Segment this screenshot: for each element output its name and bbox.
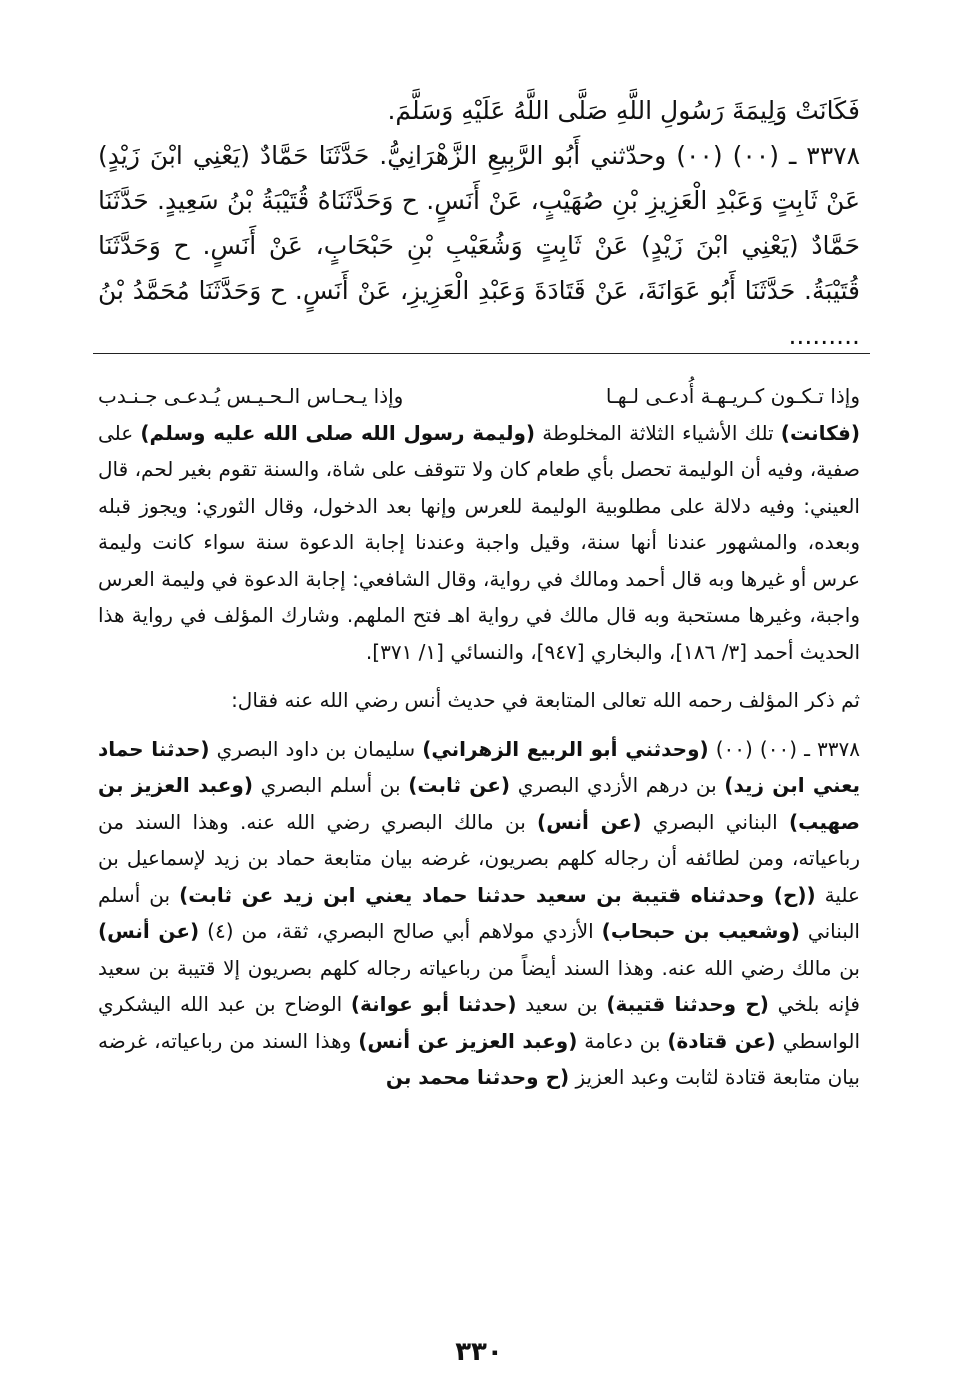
section-divider (93, 353, 870, 354)
bold-term: (عن ثابت) (408, 773, 511, 797)
bold-term: (عن قتادة) (667, 1028, 776, 1053)
hadith-isnad: وحدّثني أَبُو الرَّبِيعِ الزَّهْرَانِيُّ. حَدَّثَنَا حَمَّادٌ (يَعْنِي ابْنَ زَيْدٍ) عَنْ ثَابِتٍ وَعَبْدِ الْعَزِيزِ بْنِ صُهَيْبٍ، عَنْ أَنَسٍ. ح وَحَدَّثَنَاهُ قُتَيْبَةُ بْنُ سَعِيدٍ. حَدَّثَنَا حَمَّادٌ (يَعْنِي ابْنَ زَيْدٍ) عَنْ ثَابِتٍ وَشُعَيْبِ بْنِ حَبْحَابٍ، عَنْ أَنَسٍ. ح وَحَدَّثَنَا قُتَيْبَةُ. حَدَّثَنَا أَبُو عَوَانَةَ، عَنْ قَتَادَةَ وَعَبْدِ الْعَزِيزِ، عَنْ أَنَسٍ. ح وَحَدَّثَنَا مُحَمَّدُ بْنُ ......... (98, 141, 860, 350)
commentary-text: بن دعامة (577, 1028, 668, 1053)
page-number: ٣٣٠ (455, 1337, 503, 1367)
commentary-text: بن مالك رضي الله عنه. وهذا السند أيضاً من رباعياته رجاله كلهم بصريون إلا قتيبة بن سعيد فإنه بلخي (98, 955, 860, 1016)
commentary-text: سليمان بن داود البصري (209, 736, 423, 761)
bold-term: (ح وحدثنا قتيبة) (606, 992, 769, 1016)
bold-term: (وعبد العزيز عن أنس) (358, 1028, 578, 1053)
commentary-text: تلك الأشياء الثلاثة المخلوطة (535, 420, 781, 445)
commentary-text: البناني البصري (641, 809, 789, 834)
bold-term: ((ح) وحدثناه قتيبة بن سعيد حدثنا حماد يعني ابن زيد عن ثابت) (179, 882, 816, 907)
commentary-block (98, 378, 860, 1096)
bold-term: (فكانت) (780, 420, 860, 445)
commentary-text: بن درهم الأزدي البصري (510, 773, 725, 797)
commentary-text: بن أسلم البصري (252, 773, 409, 797)
commentary-paragraph-2: ثم ذكر المؤلف رحمه الله تعالى المتابعة في حديث أنس رضي الله عنه فقال: (231, 688, 860, 712)
commentary-text: على صفية، وفيه أن الوليمة تحصل بأي طعام كان ولا تتوقف على شاة، والسنة تقوم بغير لحم، قال العيني: وفيه دلالة على مطلوبية الوليمة للعرس وإنها بعد الدخول، وقال الثوري: ويجوز قبله وبعده، والمشهور عندنا أنها سنة، وقيل واجبة وعندنا إجابة الدعوة سنة سواء كانت وليمة عرس أو غيرها وبه قال أحمد ومالك في رواية، وقال الشافعي: إجابة الدعوة في وليمة العرس واجبة، وغيرها مستحبة وبه قال مالك في رواية اهـ فتح الملهم. وشارك المؤلف في رواية هذا الحديث أحمد [٣/ ١٨٦]، والبخاري [٩٤٧]، والنسائي [١/ ٣٧١]. (98, 420, 860, 664)
book-page (98, 60, 861, 1367)
verse-second-hemistich: وإذا يـحـاس الـحـيـس يُـدعـى جـنـدب (98, 384, 404, 408)
commentary-text: الوضاح بن عبد الله اليشكري الواسطي (98, 992, 861, 1053)
commentary-paragraph-3 (98, 731, 860, 1096)
matn-line-1: فَكَانَتْ وَلِيمَةَ رَسُولِ اللَّهِ صَلَّى اللَّهُ عَلَيْهِ وَسَلَّمَ. (387, 96, 860, 125)
bold-term: (حدثنا أبو عوانة) (350, 992, 517, 1016)
bold-term: (عن أنس) (98, 919, 200, 943)
bold-term: (حدثنا حماد يعني ابن زيد) (98, 736, 861, 797)
commentary-text: الأزدي مولاهم أبي صالح البصري، ثقة، من (٤) (199, 919, 602, 943)
hadith-paragraph (98, 133, 860, 358)
hadith-text-block (98, 88, 860, 358)
commentary-text: وهذا السند من رباعياته، غرضه بيان متابعة قتادة لثابت وعبد العزيز (98, 1028, 860, 1089)
bold-term: (وحدثني أبو الربيع الزهراني) (422, 736, 709, 761)
commentary-text: بن سعيد (516, 992, 607, 1016)
bold-term: (وليمة رسول الله صلى الله عليه وسلم) (140, 420, 536, 445)
verse-first-hemistich: وإذا تـكـون كـريـهـة أُدعـى لـهـا (605, 384, 860, 408)
commentary-text: بن أسلم البناني (98, 882, 860, 943)
bold-term: (عن أنس) (537, 809, 642, 834)
hadith-number: ٣٣٧٨ ـ (٠٠) (٠٠) (676, 141, 860, 170)
poetry-verse (98, 378, 860, 415)
bold-term: (وعبد العزيز بن صهيب) (98, 773, 861, 834)
commentary-text: ٣٣٧٨ ـ (٠٠) (٠٠) (708, 736, 860, 761)
bold-term: (ح وحدثنا محمد بن (385, 1065, 570, 1089)
bold-term: (وشعيب بن حبحاب) (601, 919, 800, 943)
commentary-text: بن مالك البصري رضي الله عنه. وهذا السند من رباعياته، ومن لطائفه أن رجاله كلهم بصريون، غرضه بيان متابعة حماد بن زيد لإسماعيل بن علية (98, 809, 860, 907)
commentary-paragraph-1 (98, 415, 860, 671)
